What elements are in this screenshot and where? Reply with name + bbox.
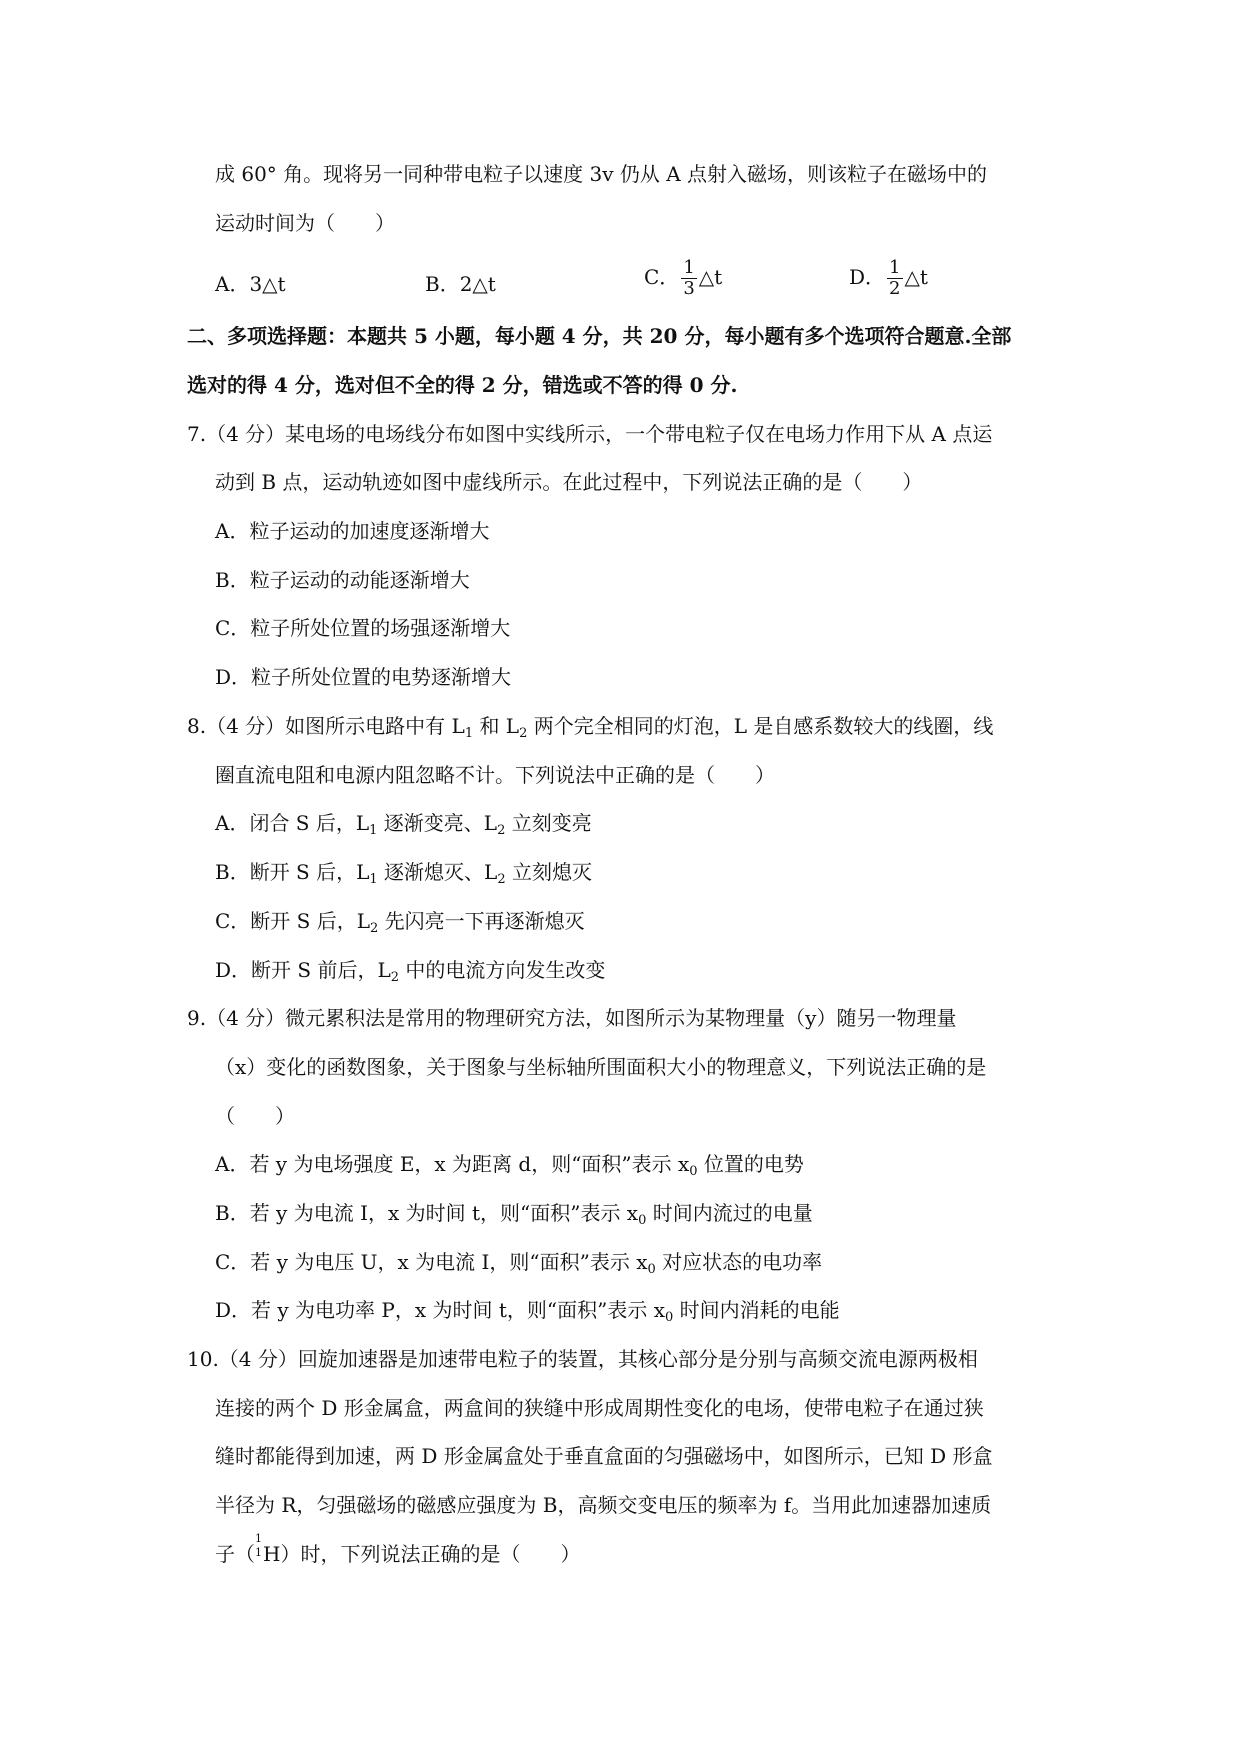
q6-option-a: A．3△t [215,272,286,296]
q6-text-line2: 运动时间为（ ） [215,211,395,235]
q9-stem-line2: （x）变化的函数图象，关于图象与坐标轴所围面积大小的物理意义，下列说法正确的是 [215,1055,987,1079]
q6-text-line1: 成 60° 角。现将另一同种带电粒子以速度 3v 仍从 A 点射入磁场，则该粒子在磁场中的 [215,162,988,186]
q7-stem-line1: 7.（4 分）某电场的电场线分布如图中实线所示，一个带电粒子仅在电场力作用下从 A 点运 [187,422,993,446]
proton-nuclide-notation: 1 1 [255,1532,262,1559]
q6-option-c [644,258,722,299]
q6-option-d [849,258,928,299]
q6-option-d-label: D． [849,265,886,289]
q9-stem-line1: 9.（4 分）微元累积法是常用的物理研究方法，如图所示为某物理量（y）随另一物理量 [187,1006,957,1030]
q6-option-d-suffix: △t [904,265,928,289]
q10-stem-line1: 10.（4 分）回旋加速器是加速带电粒子的装置，其核心部分是分别与高频交流电源两极相 [187,1347,978,1371]
q9-option-d: D．若 y 为电功率 P，x 为时间 t，则“面积”表示 $x_0$ 时间内消耗的电能 [215,1298,840,1325]
q10-stem-line3: 缝时都能得到加速，两 D 形金属盒处于垂直盒面的匀强磁场中，如图所示，已知 D 形盒 [215,1444,993,1468]
q6-option-d-fraction: $\frac{1}{2}$ [889,257,901,299]
q7-option-d: D．粒子所处位置的电势逐渐增大 [215,665,512,689]
q10-stem-line2: 连接的两个 D 形金属盒，两盒间的狭缝中形成周期性变化的电场，使带电粒子在通过狭 [215,1396,984,1420]
q7-stem-line2: 动到 B 点，运动轨迹如图中虚线所示。在此过程中，下列说法正确的是（ ） [215,470,923,494]
q6-option-b: B．2△t [425,272,496,296]
q7-option-c: C．粒子所处位置的场强逐渐增大 [215,616,511,640]
q6-option-c-label: C． [644,265,680,289]
q9-stem-line3: （ ） [215,1104,295,1128]
q8-option-d: D．断开 S 前后，$L_2$ 中的电流方向发生改变 [215,958,606,985]
q7-option-b: B．粒子运动的动能逐渐增大 [215,568,470,592]
q7-option-a: A．粒子运动的加速度逐渐增大 [215,519,490,543]
q9-option-b: B．若 y 为电流 I，x 为时间 t，则“面积”表示 $x_0$ 时间内流过的电量 [215,1201,813,1228]
q8-option-c: C．断开 S 后，$L_2$ 先闪亮一下再逐渐熄灭 [215,909,585,936]
q8-option-b: B．断开 S 后，$L_1$ 逐渐熄灭、$L_2$ 立刻熄灭 [215,860,592,887]
q8-option-a: A．闭合 S 后，$L_1$ 逐渐变亮、$L_2$ 立刻变亮 [215,811,592,838]
q6-option-c-suffix: △t [698,265,723,289]
q9-option-c: C．若 y 为电压 U，x 为电流 I，则“面积”表示 $x_0$ 对应状态的电功率 [215,1250,823,1277]
q8-stem-line1: 8.（4 分）如图所示电路中有 $L_1$ 和 $L_2$ 两个完全相同的灯泡，L 是自感系数较大的线圈，线 [187,714,994,741]
q9-option-a: A．若 y 为电场强度 E，x 为距离 d，则“面积”表示 $x_0$ 位置的电势 [215,1152,804,1179]
q8-stem-line2: 圈直流电阻和电源内阻忽略不计。下列说法中正确的是（ ） [215,763,775,787]
q10-stem-line5: 子（ 1 1 H）时，下列说法正确的是（ ） [215,1532,581,1566]
section2-header-line1: 二、多项选择题：本题共 5 小题，每小题 4 分，共 20 分，每小题有多个选项符合题意.全部 [187,324,1012,348]
q10-stem-line4: 半径为 R，匀强磁场的磁感应强度为 B，高频交变电压的频率为 f。当用此加速器加速质 [215,1493,992,1517]
q6-option-c-fraction: $\frac{1}{3}$ [683,257,695,299]
section2-header-line2: 选对的得 4 分，选对但不全的得 2 分，错选或不答的得 0 分. [187,373,738,397]
